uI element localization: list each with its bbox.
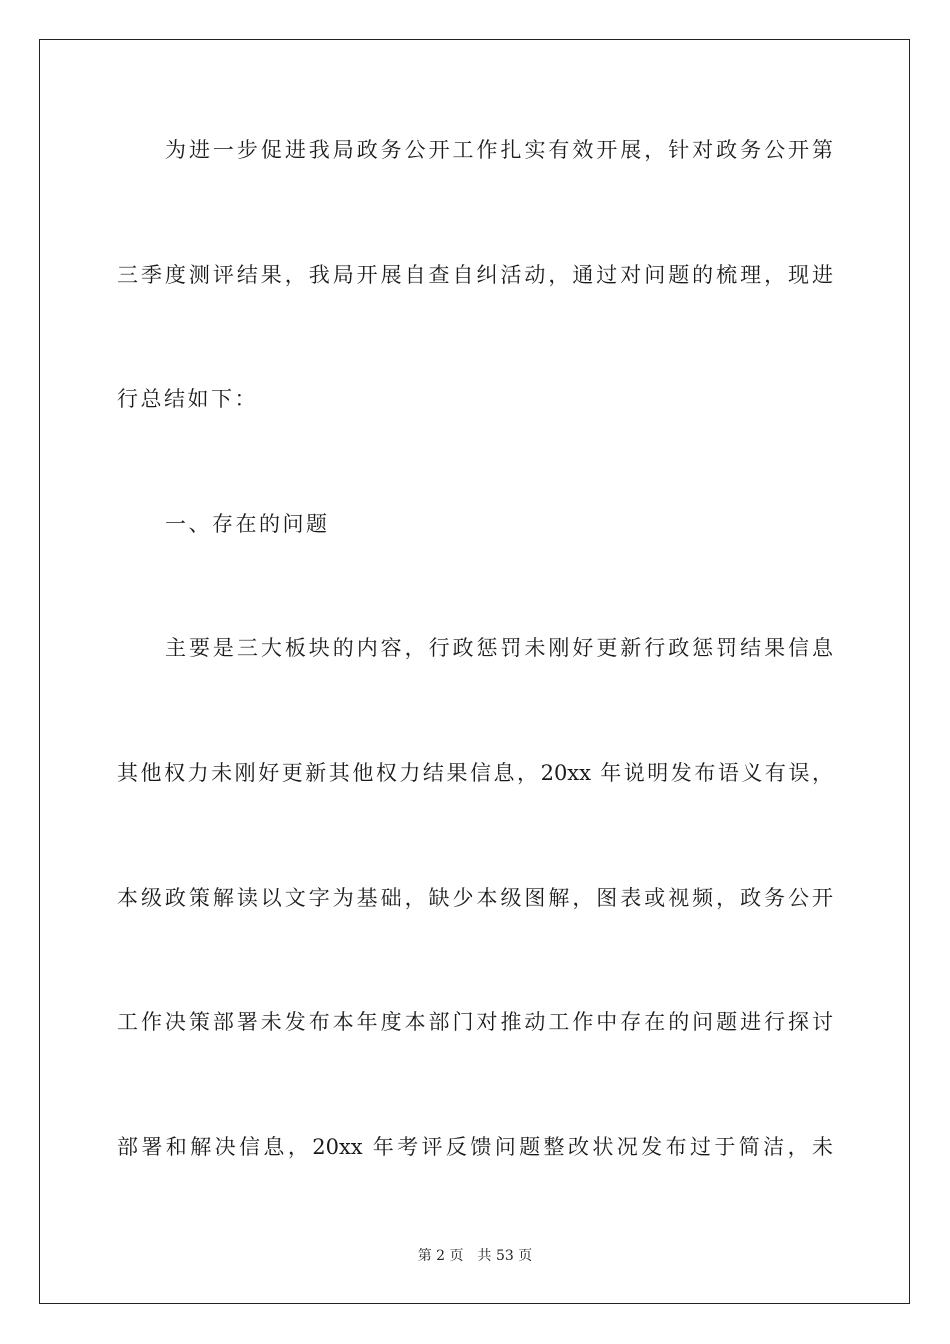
- text-line: 部署和解决信息，20xx 年考评反馈问题整改状况发布过于简洁，未: [117, 1135, 833, 1159]
- page-total: 共 53 页: [477, 1248, 533, 1264]
- text-line: 行总结如下：: [117, 387, 258, 411]
- section-heading: 一、存在的问题: [165, 512, 330, 536]
- page-footer: [0, 1247, 950, 1265]
- text-line: 工作决策部署未发布本年度本部门对推动工作中存在的问题进行探讨: [117, 1010, 833, 1034]
- text-line: 本级政策解读以文字为基础，缺少本级图解，图表或视频，政务公开: [117, 886, 833, 910]
- text-line: 主要是三大板块的内容，行政惩罚未刚好更新行政惩罚结果信息: [165, 636, 833, 660]
- text-line: 三季度测评结果，我局开展自查自纠活动，通过对问题的梳理，现进: [117, 263, 833, 287]
- page-border: [39, 39, 910, 1304]
- page-number: 第 2 页: [417, 1248, 464, 1264]
- text-line: 其他权力未刚好更新其他权力结果信息，20xx 年说明发布语义有误，: [117, 761, 833, 785]
- text-line: 为进一步促进我局政务公开工作扎实有效开展，针对政务公开第: [165, 138, 833, 162]
